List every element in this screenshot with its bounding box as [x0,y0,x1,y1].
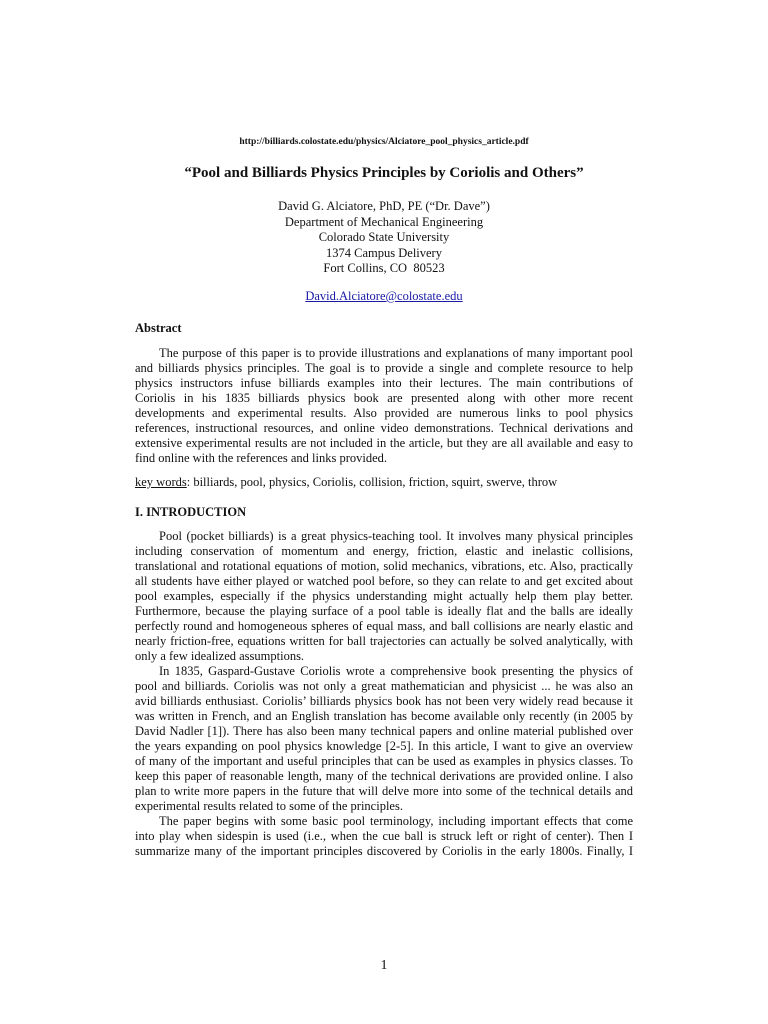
text-line: avid billiards enthusiast. Coriolis’ billiards physics book has not been very widely read because it [135,694,633,708]
text-line: keep this paper of reasonable length, many of the technical derivations are provided online. I also [135,769,633,783]
author-city: Fort Collins, CO 80523 [323,261,445,275]
text-line: physics instructors infuse billiards examples into their lectures. The main contributions of [135,376,633,390]
paper-title: “Pool and Billiards Physics Principles by Coriolis and Others” [184,165,584,181]
page-number: 1 [380,958,388,973]
text-line: nearly friction-free, equations written for ball trajectories can actually be solved analytically, with [135,634,633,648]
introduction-heading: I. INTRODUCTION [135,505,247,519]
text-line: translational and rotational equations of motion, solid mechanics, vibrations, etc. Also, practically [135,559,633,573]
author-email [0,289,768,304]
text-line: Pool (pocket billiards) is a great physics-teaching tool. It involves many physical principles [159,529,633,543]
text-line: into play when sidespin is used (i.e., when the cue ball is struck left or right of center). Then I [135,829,633,843]
text-line: references, instructional resources, and online video demonstrations. Technical derivations and [135,421,633,435]
text-line: including conservation of momentum and energy, friction, elastic and inelastic collisions, [135,544,633,558]
text-line: pool and billiards. Coriolis was not only a great mathematician and physicist ... he was also an [135,679,633,693]
text-line: The paper begins with some basic pool terminology, including important effects that come [159,814,633,828]
author-department: Department of Mechanical Engineering [284,214,484,229]
text-line: Coriolis in his 1835 billiards physics book are presented along with other more recent [135,391,633,405]
text-line: experimental results related to some of the principles. [135,799,403,813]
email-link[interactable]: David.Alciatore@colostate.edu [305,289,463,303]
abstract-heading: Abstract [135,321,182,335]
text-line: summarize many of the important principles discovered by Coriolis in the early 1800s. Finally, I [135,844,633,858]
author-address: 1374 Campus Delivery [326,245,442,260]
text-line: David Nadler [1]). There has also been many technical papers and online material published over [135,724,633,738]
author-block [0,199,768,277]
text-line: Furthermore, because the playing surface of a pool table is ideally flat and the balls are ideally [135,604,633,618]
text-line: plan to write more papers in the future that will delve more into some of the technical details and [135,784,633,798]
text-line: In 1835, Gaspard-Gustave Coriolis wrote a comprehensive book presenting the physics of [159,664,633,678]
text-line: pool examples, especially if the physics understanding might actually help them play better. [135,589,633,603]
text-line: and billiards physics principles. The goal is to provide a single and complete resource to help [135,361,633,375]
keywords-label: key words [135,475,187,489]
text-line: extensive experimental results are not included in the article, but they are all available and easy to [135,436,633,450]
introduction-body [135,529,633,859]
text-line: the years expanding on pool physics knowledge [2-5]. In this article, I want to give an overview [135,739,633,753]
text-line: The purpose of this paper is to provide illustrations and explanations of many important pool [159,346,633,360]
text-line: was written in French, and an English translation has become available only recently (in 2005 by [135,709,633,723]
text-line: find online with the references and links provided. [135,451,388,465]
abstract-body [135,346,633,466]
text-line: of many of the important and useful principles that can be used as examples in physics classes. To [135,754,633,768]
author-name: David G. Alciatore, PhD, PE (“Dr. Dave”) [278,199,490,213]
source-url[interactable]: http://billiards.colostate.edu/physics/Alciatore_pool_physics_article.pdf [239,137,529,147]
text-line: perfectly round and homogeneous spheres of equal mass, and ball collisions are nearly elastic and [135,619,633,633]
keywords-text: : billiards, pool, physics, Coriolis, collision, friction, squirt, swerve, throw [186,475,558,489]
author-university: Colorado State University [318,230,450,244]
keywords-line [135,475,557,490]
text-line: all students have either played or watched pool before, so they can relate to and get excited about [135,574,633,588]
text-line: only a few idealized assumptions. [135,649,305,663]
text-line: developments and experimental results. Also provided are numerous links to pool physics [135,406,633,420]
